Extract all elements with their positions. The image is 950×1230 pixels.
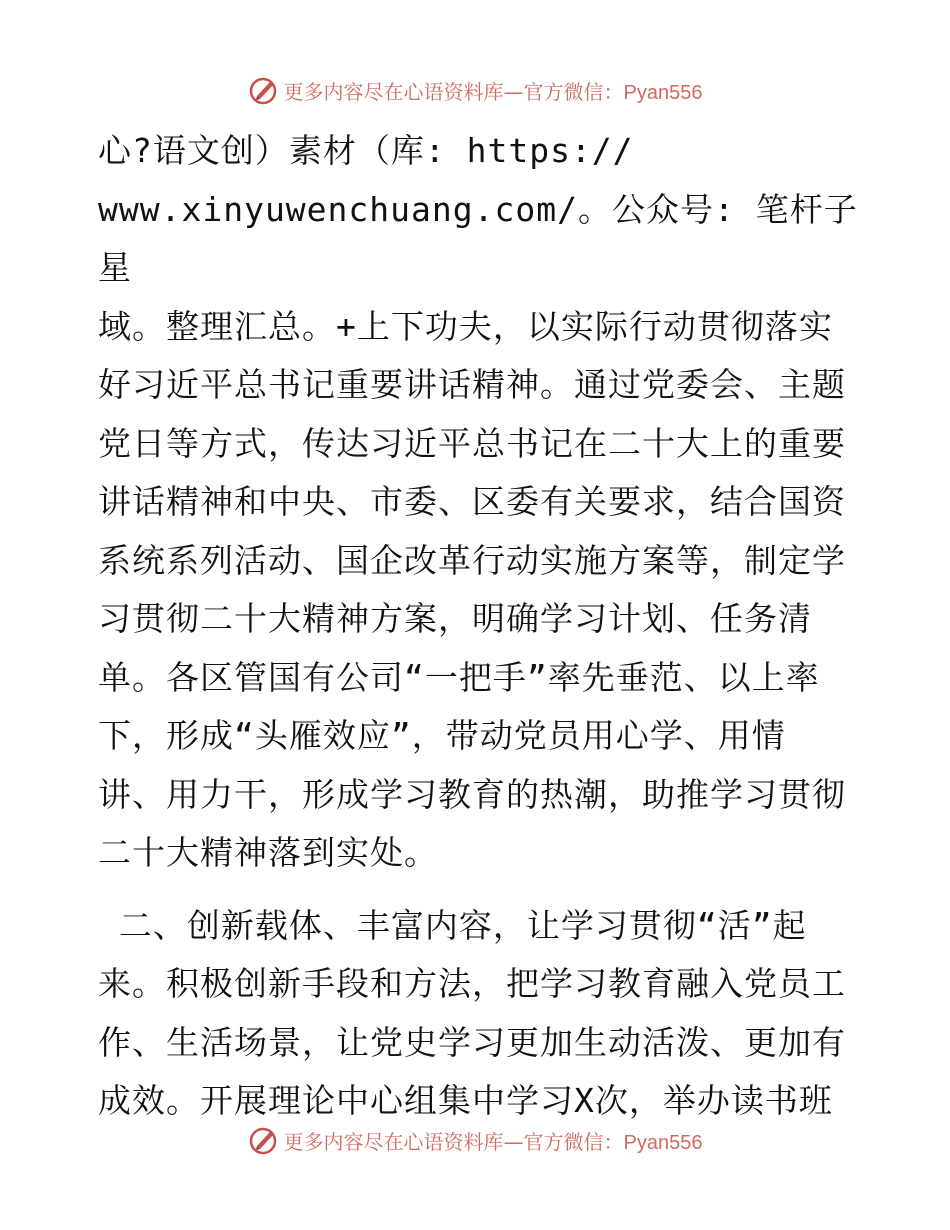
text-line: 成效。开展理论中心组集中学习X次，举办读书班	[98, 1081, 833, 1120]
pen-circle-logo-icon	[248, 1124, 280, 1156]
paragraph-spacer	[98, 883, 858, 897]
text-line: 作、生活场景，让党史学习更加生动活泼、更加有	[98, 1022, 846, 1062]
paragraph-1	[98, 122, 858, 883]
wechat-id: Pyan556	[623, 1131, 703, 1154]
text-line: 二十大精神落到实处。	[98, 833, 438, 872]
text-line: 来。积极创新手段和方法，把学习教育融入党员工	[98, 964, 846, 1003]
watermark-text: 更多内容尽在心语资料库—官方微信：Pyan556	[283, 1129, 703, 1154]
text-line: 习贯彻二十大精神方案，明确学习计划、任务清	[98, 599, 812, 638]
text-line: 党日等方式，传达习近平总书记在二十大上的重要	[98, 423, 846, 463]
text-line: 系统系列活动、国企改革行动实施方案等，制定学	[98, 540, 846, 580]
pen-circle-logo-icon	[248, 74, 280, 106]
text-line: 域。整理汇总。+上下功夫，以实际行动贯彻落实	[98, 306, 833, 346]
footer-watermark	[248, 1124, 703, 1156]
text-line: 二、创新载体、丰富内容，让学习贯彻“活”起	[98, 905, 807, 945]
wechat-id: Pyan556	[623, 81, 703, 104]
watermark-text: 更多内容尽在心语资料库—官方微信：Pyan556	[283, 79, 703, 104]
text-line: 讲、用力干，形成学习教育的热潮，助推学习贯彻	[98, 774, 846, 814]
text-line: 好习近平总书记重要讲话精神。通过党委会、主题	[98, 365, 846, 404]
text-line: 下，形成“头雁效应”，带动党员用心学、用情	[98, 716, 786, 755]
text-line: 单。各区管国有公司“一把手”率先垂范、以上率	[98, 657, 820, 697]
text-line: 心?语文创）素材（库: https://	[98, 131, 634, 170]
header-watermark-banner	[0, 70, 950, 110]
paragraph-2	[98, 897, 858, 1131]
document-body	[98, 122, 858, 1131]
header-watermark	[248, 74, 703, 106]
footer-watermark-banner	[0, 1120, 950, 1160]
text-line: www.xinyuwenchuang.com/。公众号: 笔杆子星	[98, 189, 858, 287]
text-line: 讲话精神和中央、市委、区委有关要求，结合国资	[98, 482, 846, 521]
